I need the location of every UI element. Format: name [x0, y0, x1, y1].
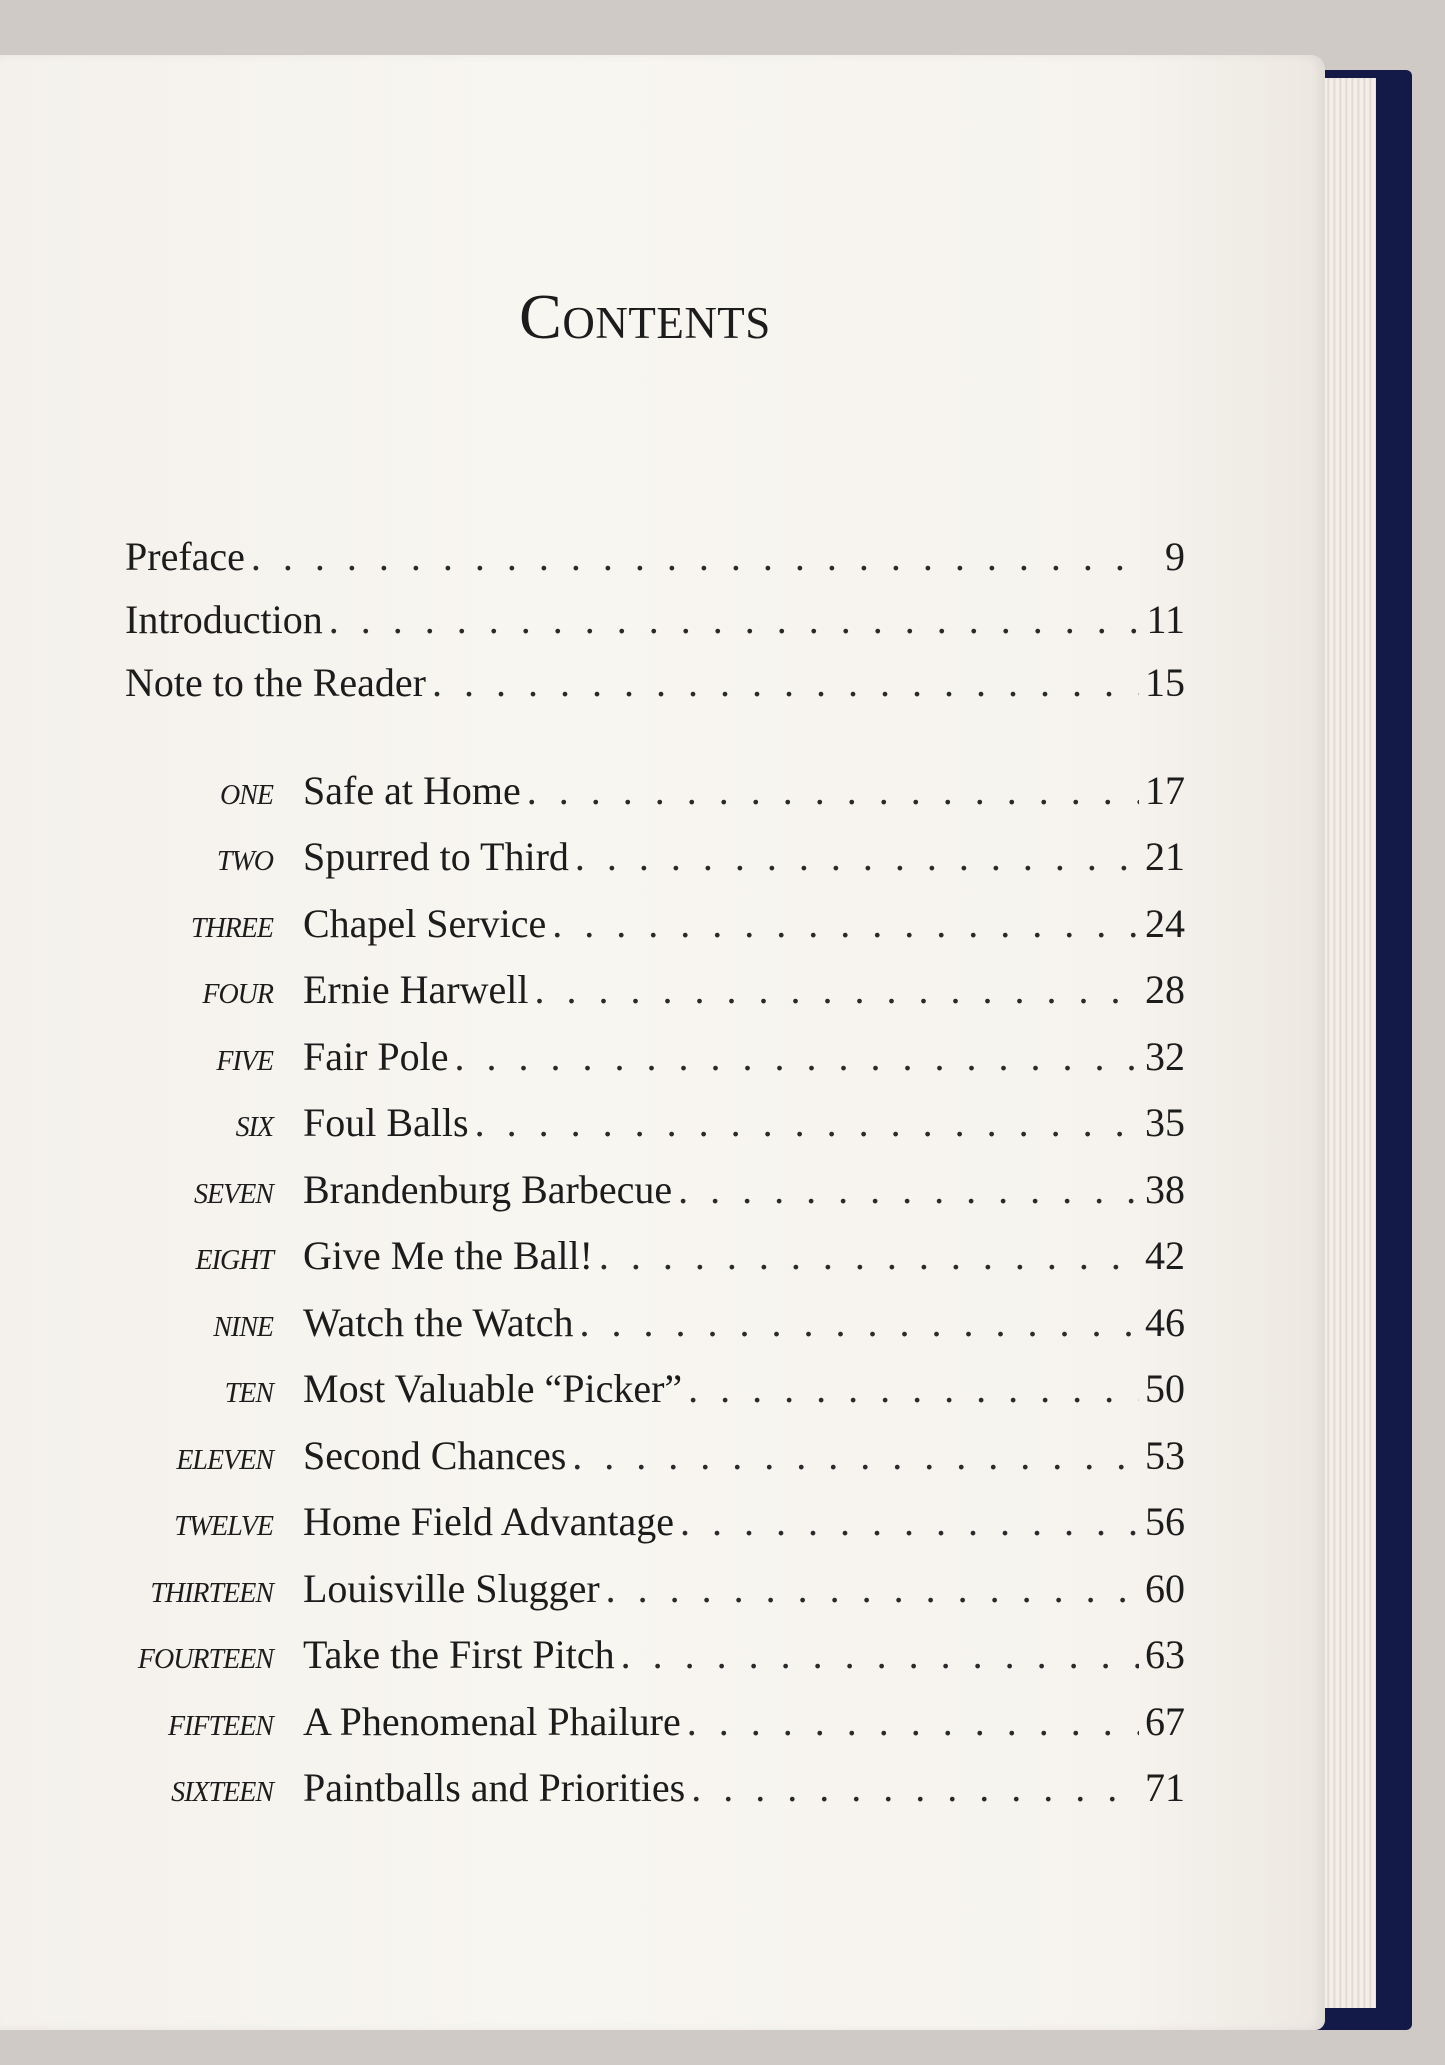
- chapter-page: 32: [1145, 1034, 1185, 1079]
- leader-dots: [527, 767, 1139, 814]
- chapter-title: Watch the Watch: [303, 1300, 574, 1345]
- chapter-number: FOUR: [202, 979, 273, 1010]
- chapter-entry: [125, 966, 1185, 1024]
- leader-dots: [329, 596, 1139, 643]
- chapter-title: Take the First Pitch: [303, 1632, 615, 1677]
- toc-entry-label: Preface: [125, 534, 245, 579]
- chapter-number: FIVE: [216, 1046, 273, 1077]
- chapter-page: 21: [1145, 834, 1185, 879]
- chapter-entry: [125, 1099, 1185, 1157]
- chapter-title: Foul Balls: [303, 1100, 469, 1145]
- chapter-entry: [125, 1033, 1185, 1091]
- chapter-number: ONE: [220, 780, 273, 811]
- page-edges: [1318, 78, 1376, 2008]
- chapter-title: Paintballs and Priorities: [303, 1765, 686, 1810]
- leader-dots: [251, 533, 1139, 580]
- toc-entry: [125, 596, 1185, 654]
- chapter-title: Chapel Service: [303, 901, 547, 946]
- chapter-title: Ernie Harwell: [303, 967, 529, 1012]
- chapter-number: FIFTEEN: [168, 1711, 273, 1742]
- leader-dots: [432, 659, 1139, 706]
- leader-dots: [687, 1698, 1139, 1745]
- leader-dots: [534, 966, 1139, 1013]
- chapter-number: TWO: [216, 846, 273, 877]
- chapter-page: 67: [1145, 1699, 1185, 1744]
- chapter-number: EIGHT: [195, 1245, 273, 1276]
- leader-dots: [580, 1299, 1140, 1346]
- chapter-entry: [125, 833, 1185, 891]
- chapter-page: 71: [1145, 1765, 1185, 1810]
- chapter-number: SIXTEEN: [171, 1777, 273, 1808]
- chapter-page: 46: [1145, 1300, 1185, 1345]
- chapter-entry: [125, 1299, 1185, 1357]
- chapter-page: 24: [1145, 901, 1185, 946]
- chapter-title: Home Field Advantage: [303, 1499, 675, 1544]
- chapter-page: 50: [1145, 1366, 1185, 1411]
- chapter-number: TEN: [224, 1378, 273, 1409]
- chapter-page: 63: [1145, 1632, 1185, 1677]
- page-title: Contents: [519, 281, 771, 352]
- book-page: [0, 55, 1325, 2030]
- chapter-page: 38: [1145, 1167, 1185, 1212]
- toc-entry-page: 9: [1165, 534, 1185, 579]
- chapter-title: Fair Pole: [303, 1034, 449, 1079]
- leader-dots: [621, 1631, 1139, 1678]
- leader-dots: [680, 1498, 1139, 1545]
- leader-dots: [572, 1432, 1139, 1479]
- toc-entry-label: Note to the Reader: [125, 660, 426, 705]
- chapter-number: THREE: [190, 913, 273, 944]
- toc-entry-page: 15: [1145, 660, 1185, 705]
- leader-dots: [688, 1365, 1139, 1412]
- chapter-entry: [125, 1698, 1185, 1756]
- chapter-number: SIX: [235, 1112, 273, 1143]
- toc-entry-page: 11: [1146, 597, 1185, 642]
- chapter-page: 28: [1145, 967, 1185, 1012]
- leader-dots: [575, 833, 1139, 880]
- leader-dots: [455, 1033, 1139, 1080]
- leader-dots: [599, 1232, 1139, 1279]
- chapter-entry: [125, 1432, 1185, 1490]
- chapter-page: 42: [1145, 1233, 1185, 1278]
- chapter-number: ELEVEN: [176, 1445, 273, 1476]
- chapter-title: Spurred to Third: [303, 834, 569, 879]
- chapter-entry: [125, 900, 1185, 958]
- chapter-title: Safe at Home: [303, 768, 521, 813]
- chapter-title: Most Valuable “Picker”: [303, 1366, 683, 1411]
- leader-dots: [678, 1166, 1139, 1213]
- leader-dots: [475, 1099, 1139, 1146]
- chapter-entry: [125, 1631, 1185, 1689]
- chapter-page: 60: [1145, 1566, 1185, 1611]
- toc-entry-label: Introduction: [125, 597, 323, 642]
- chapter-title: Brandenburg Barbecue: [303, 1167, 673, 1212]
- chapter-page: 17: [1145, 768, 1185, 813]
- chapter-entry: [125, 1365, 1185, 1423]
- chapter-title: Give Me the Ball!: [303, 1233, 593, 1278]
- toc-entry: [125, 659, 1185, 717]
- toc-entry: [125, 533, 1185, 591]
- chapter-number: NINE: [213, 1312, 273, 1343]
- leader-dots: [552, 900, 1139, 947]
- chapter-page: 35: [1145, 1100, 1185, 1145]
- chapter-number: THIRTEEN: [150, 1578, 273, 1609]
- chapter-title: Second Chances: [303, 1433, 567, 1478]
- leader-dots: [691, 1764, 1139, 1811]
- chapter-entry: [125, 1166, 1185, 1224]
- chapter-title: Louisville Slugger: [303, 1566, 600, 1611]
- chapter-number: SEVEN: [194, 1179, 273, 1210]
- chapter-entry: [125, 1498, 1185, 1556]
- chapter-number: TWELVE: [174, 1511, 273, 1542]
- chapter-entry: [125, 1764, 1185, 1822]
- chapter-entry: [125, 1232, 1185, 1290]
- leader-dots: [606, 1565, 1139, 1612]
- chapter-entry: [125, 767, 1185, 825]
- chapter-entry: [125, 1565, 1185, 1623]
- chapter-page: 56: [1145, 1499, 1185, 1544]
- chapter-page: 53: [1145, 1433, 1185, 1478]
- chapter-title: A Phenomenal Phailure: [303, 1699, 681, 1744]
- chapter-number: FOURTEEN: [137, 1644, 273, 1675]
